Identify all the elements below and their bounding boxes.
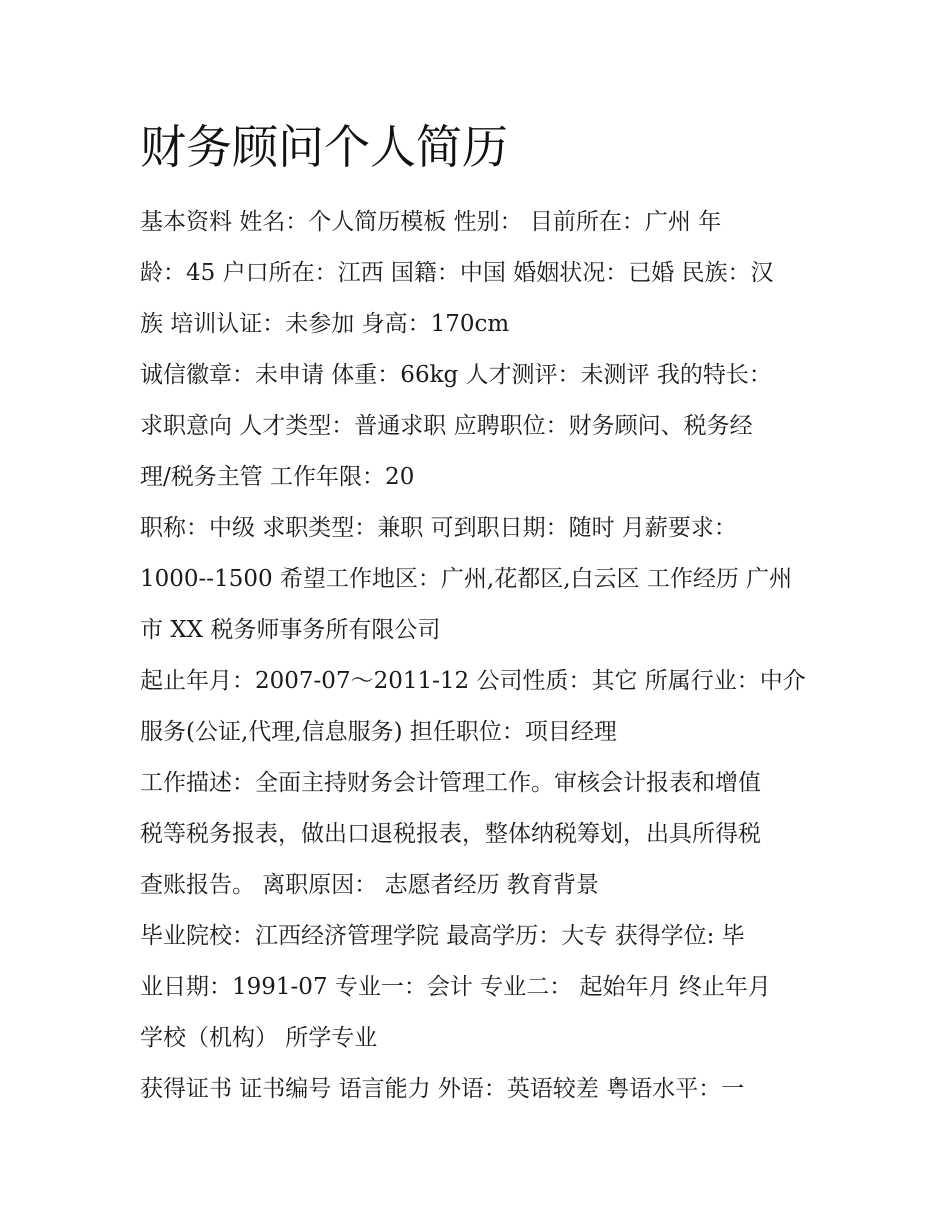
text-line: 市 XX 税务师事务所有限公司 [140,617,441,643]
text-line: 1000--1500 希望工作地区：广州,花都区,白云区 工作经历 广州 [140,566,793,592]
document-body [140,197,830,1115]
text-line: 族 培训认证：未参加 身高：170cm [140,311,510,337]
text-line: 起止年月：2007-07～2011-12 公司性质：其它 所属行业：中介 [140,668,806,694]
text-line: 服务(公证,代理,信息服务) 担任职位：项目经理 [140,719,617,745]
paragraph-job-intention [140,350,830,503]
text-line: 查账报告。 离职原因： 志愿者经历 教育背景 [140,872,599,898]
text-line: 诚信徽章：未申请 体重：66kg 人才测评：未测评 我的特长： [140,362,772,388]
text-line: 税等税务报表，做出口退税报表，整体纳税筹划，出具所得税 [140,821,761,847]
document-title: 财务顾问个人简历 [140,120,508,174]
text-line: 职称：中级 求职类型：兼职 可到职日期：随时 月薪要求： [140,515,737,541]
paragraph-certificates-languages [140,1064,830,1115]
paragraph-employment-period [140,656,830,758]
paragraph-title-salary [140,503,830,656]
text-line: 求职意向 人才类型：普通求职 应聘职位：财务顾问、税务经 [140,413,753,439]
text-line: 基本资料 姓名：个人简历模板 性别： 目前所在：广州 年 [140,209,722,235]
text-line: 获得证书 证书编号 语言能力 外语：英语较差 粤语水平：一 [140,1076,745,1102]
text-line: 龄：45 户口所在：江西 国籍：中国 婚姻状况：已婚 民族：汉 [140,260,774,286]
paragraph-education [140,911,830,1064]
text-line: 业日期：1991-07 专业一：会计 专业二： 起始年月 终止年月 [140,974,771,1000]
text-line: 理/税务主管 工作年限：20 [140,464,415,490]
paragraph-basic-info [140,197,830,350]
text-line: 学校（机构） 所学专业 [140,1025,378,1051]
text-line: 毕业院校：江西经济管理学院 最高学历：大专 获得学位: 毕 [140,923,745,949]
text-line: 工作描述：全面主持财务会计管理工作。审核会计报表和增值 [140,770,761,796]
paragraph-job-description [140,758,830,911]
